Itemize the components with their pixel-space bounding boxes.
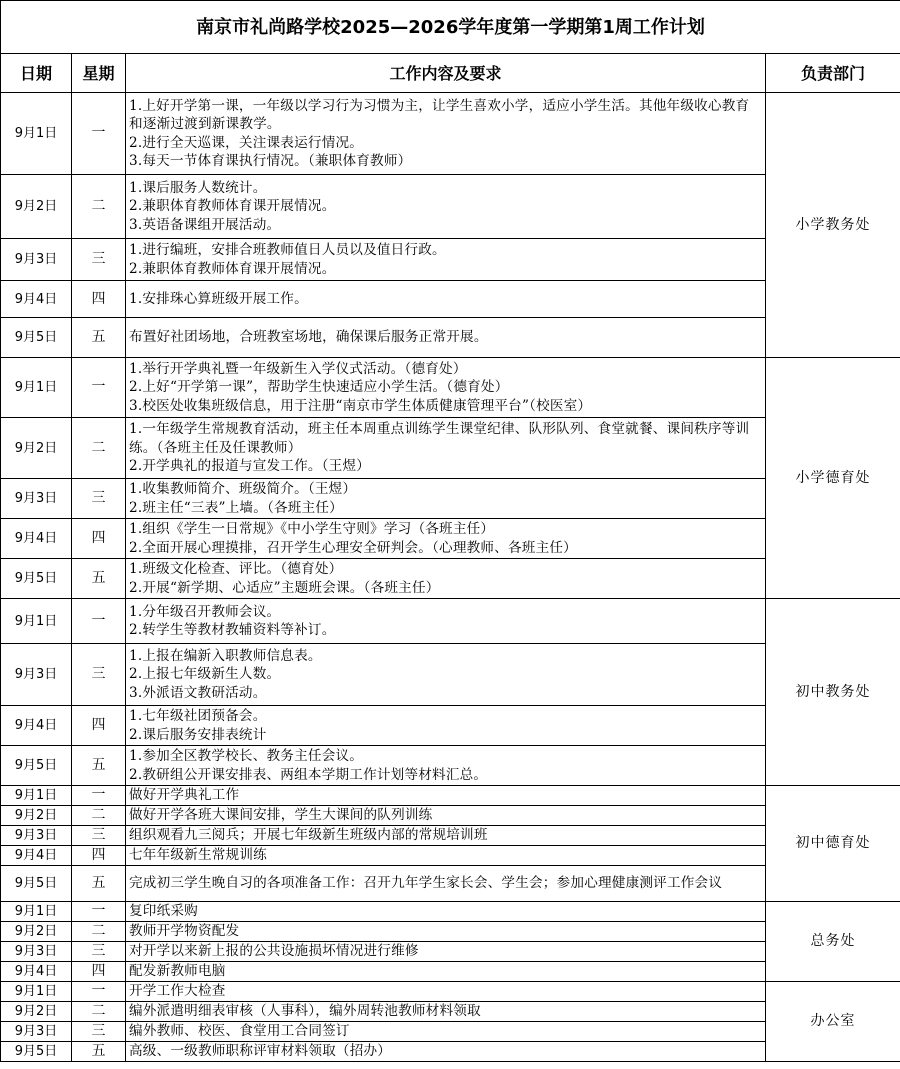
row-date: 9月4日: [1, 846, 72, 866]
row-weekday: 一: [72, 786, 126, 806]
table-row: [1, 922, 900, 942]
content-line: 复印纸采购: [129, 903, 198, 920]
table-row: [1, 786, 900, 806]
row-weekday: 三: [72, 644, 126, 706]
content-line: 2.开学典礼的报道与宣发工作。（王煜）: [129, 458, 371, 475]
row-content: [126, 846, 766, 866]
row-weekday: 二: [72, 1002, 126, 1022]
row-date: 9月3日: [1, 1022, 72, 1042]
dept-cell: 总务处: [766, 902, 900, 982]
dept-cell: 初中德育处: [766, 786, 900, 902]
row-date: 9月3日: [1, 942, 72, 962]
content-line: 1.一年级学生常规教育活动，班主任本周重点训练学生课堂纪律、队形队列、食堂就餐、课间秩序等训练。（各班主任及任课教师）: [129, 421, 750, 456]
content-line: 2.兼职体育教师体育课开展情况。: [129, 198, 336, 215]
row-content: [126, 519, 766, 559]
table-row: [1, 281, 900, 318]
row-content: [126, 644, 766, 706]
content-line: 七年年级新生常规训练: [129, 847, 267, 864]
row-date: 9月5日: [1, 746, 72, 786]
row-weekday: 二: [72, 175, 126, 239]
row-content: [126, 922, 766, 942]
table-row: [1, 1002, 900, 1022]
content-line: 1.上好开学第一课，一年级以学习行为习惯为主，让学生喜欢小学，适应小学生活。其他年级收心教育和逐渐过渡到新课教学。: [129, 97, 750, 132]
row-content: [126, 599, 766, 644]
row-weekday: 二: [72, 418, 126, 479]
row-weekday: 三: [72, 942, 126, 962]
row-content: [126, 175, 766, 239]
table-row: [1, 866, 900, 902]
row-weekday: 四: [72, 281, 126, 318]
row-content: [126, 358, 766, 418]
row-content: [126, 746, 766, 786]
row-date: 9月2日: [1, 922, 72, 942]
row-weekday: 五: [72, 318, 126, 358]
row-weekday: 五: [72, 1042, 126, 1062]
content-line: 3.校医处收集班级信息，用于注册“南京市学生体质健康管理平台”（校医室）: [129, 397, 592, 414]
content-line: 1.举行开学典礼暨一年级新生入学仪式活动。（德育处）: [129, 360, 467, 377]
row-content: [126, 1042, 766, 1062]
table-row: [1, 902, 900, 922]
row-weekday: 一: [72, 982, 126, 1002]
row-date: 9月1日: [1, 982, 72, 1002]
row-date: 9月4日: [1, 281, 72, 318]
table-row: [1, 706, 900, 746]
table-row: [1, 746, 900, 786]
row-weekday: 三: [72, 1022, 126, 1042]
content-line: 2.进行全天巡课，关注课表运行情况。: [129, 134, 364, 151]
content-line: 组织观看九三阅兵；开展七年级新生班级内部的常规培训班: [129, 827, 488, 844]
row-weekday: 一: [72, 902, 126, 922]
row-date: 9月1日: [1, 902, 72, 922]
row-weekday: 四: [72, 962, 126, 982]
content-line: 2.教研组公开课安排表、两组本学期工作计划等材料汇总。: [129, 766, 488, 783]
content-line: 1.组织《学生一日常规》《中小学生守则》学习（各班主任）: [129, 521, 495, 537]
content-line: 2.课后服务安排表统计: [129, 726, 267, 743]
dept-cell: 小学教务处: [766, 93, 900, 358]
row-date: 9月5日: [1, 1042, 72, 1062]
content-line: 1.班级文化检查、评比。（德育处）: [129, 561, 343, 577]
row-weekday: 四: [72, 519, 126, 559]
content-line: 1.课后服务人数统计。: [129, 179, 267, 196]
row-content: [126, 706, 766, 746]
header-dept: 负责部门: [766, 54, 900, 93]
table-row: [1, 942, 900, 962]
table-row: [1, 239, 900, 281]
table-row: [1, 1042, 900, 1062]
dept-cell: 办公室: [766, 982, 900, 1062]
table-row: [1, 519, 900, 559]
header-weekday: 星期: [72, 54, 126, 93]
row-content: [126, 806, 766, 826]
table-row: [1, 93, 900, 175]
content-line: 布置好社团场地，合班教室场地，确保课后服务正常开展。: [129, 329, 488, 346]
content-line: 1.七年级社团预备会。: [129, 708, 267, 724]
row-weekday: 三: [72, 826, 126, 846]
row-date: 9月5日: [1, 559, 72, 599]
content-line: 1.上报在编新入职教师信息表。: [129, 647, 322, 664]
row-date: 9月4日: [1, 519, 72, 559]
table-row: [1, 358, 900, 418]
row-weekday: 一: [72, 93, 126, 175]
content-line: 2.兼职体育教师体育课开展情况。: [129, 260, 336, 277]
row-weekday: 二: [72, 922, 126, 942]
row-content: [126, 479, 766, 519]
row-weekday: 一: [72, 358, 126, 418]
row-date: 9月2日: [1, 175, 72, 239]
row-date: 9月1日: [1, 786, 72, 806]
content-line: 2.开展“新学期、心适应”主题班会课。（各班主任）: [129, 579, 440, 596]
row-content: [126, 942, 766, 962]
row-weekday: 一: [72, 599, 126, 644]
table-row: [1, 962, 900, 982]
row-weekday: 四: [72, 706, 126, 746]
content-line: 3.外派语文教研活动。: [129, 684, 267, 701]
content-line: 1.参加全区教学校长、教务主任会议。: [129, 748, 364, 764]
row-date: 9月5日: [1, 866, 72, 902]
row-content: [126, 1002, 766, 1022]
content-line: 1.进行编班，安排合班教师值日人员以及值日行政。: [129, 242, 446, 258]
row-date: 9月3日: [1, 644, 72, 706]
row-date: 9月1日: [1, 358, 72, 418]
row-content: [126, 866, 766, 902]
content-line: 1.分年级召开教师会议。: [129, 603, 281, 620]
table-row: [1, 644, 900, 706]
row-date: 9月4日: [1, 706, 72, 746]
table-row: [1, 1022, 900, 1042]
table-row: [1, 418, 900, 479]
table-row: [1, 175, 900, 239]
row-weekday: 五: [72, 559, 126, 599]
row-content: [126, 962, 766, 982]
content-line: 2.班主任“三表”上墙。（各班主任）: [129, 499, 343, 516]
content-line: 2.上报七年级新生人数。: [129, 666, 281, 683]
row-date: 9月2日: [1, 1002, 72, 1022]
header-row: [1, 54, 900, 93]
content-line: 教师开学物资配发: [129, 923, 240, 940]
content-line: 做好开学各班大课间安排，学生大课间的队列训练: [129, 807, 433, 824]
content-line: 3.英语备课组开展活动。: [129, 216, 281, 233]
content-line: 编外教师、校医、食堂用工合同签订: [129, 1023, 350, 1040]
row-date: 9月1日: [1, 93, 72, 175]
page-title: 南京市礼尚路学校2025—2026学年度第一学期第1周工作计划: [1, 1, 900, 54]
row-content: [126, 982, 766, 1002]
row-content: [126, 559, 766, 599]
content-line: 1.收集教师简介、班级简介。（王煜）: [129, 481, 357, 497]
table-row: [1, 806, 900, 826]
row-date: 9月4日: [1, 962, 72, 982]
table-row: [1, 559, 900, 599]
row-date: 9月3日: [1, 479, 72, 519]
row-weekday: 五: [72, 866, 126, 902]
table-row: [1, 846, 900, 866]
content-line: 配发新教师电脑: [129, 963, 226, 980]
row-date: 9月2日: [1, 418, 72, 479]
table-row: [1, 479, 900, 519]
row-content: [126, 902, 766, 922]
row-content: [126, 281, 766, 318]
dept-cell: 小学德育处: [766, 358, 900, 599]
table-row: [1, 318, 900, 358]
content-line: 3.每天一节体育课执行情况。（兼职体育教师）: [129, 153, 412, 169]
table-row: [1, 982, 900, 1002]
row-content: [126, 786, 766, 806]
row-date: 9月3日: [1, 239, 72, 281]
content-line: 2.全面开展心理摸排，召开学生心理安全研判会。（心理教师、各班主任）: [129, 539, 577, 556]
table-row: [1, 826, 900, 846]
row-content: [126, 418, 766, 479]
content-line: 对开学以来新上报的公共设施损坏情况进行维修: [129, 943, 419, 960]
row-content: [126, 93, 766, 175]
content-line: 编外派遣明细表审核（人事科），编外周转池教师材料领取: [129, 1003, 481, 1020]
content-line: 2.转学生等教材教辅资料等补订。: [129, 622, 336, 638]
table-row: [1, 599, 900, 644]
content-line: 完成初三学生晚自习的各项准备工作：召开九年学生家长会、学生会；参加心理健康测评工作会议: [129, 875, 723, 892]
title-row: [1, 1, 900, 54]
row-content: [126, 826, 766, 846]
content-line: 开学工作大检查: [129, 983, 226, 1000]
header-content: 工作内容及要求: [126, 54, 766, 93]
content-line: 2.上好“开学第一课”，帮助学生快速适应小学生活。（德育处）: [129, 379, 509, 396]
row-date: 9月5日: [1, 318, 72, 358]
row-weekday: 四: [72, 846, 126, 866]
row-weekday: 二: [72, 806, 126, 826]
row-date: 9月1日: [1, 599, 72, 644]
row-weekday: 三: [72, 239, 126, 281]
row-weekday: 五: [72, 746, 126, 786]
header-date: 日期: [1, 54, 72, 93]
row-date: 9月2日: [1, 806, 72, 826]
row-weekday: 三: [72, 479, 126, 519]
row-content: [126, 239, 766, 281]
row-content: [126, 1022, 766, 1042]
content-line: 1.安排珠心算班级开展工作。: [129, 290, 308, 307]
row-content: [126, 318, 766, 358]
content-line: 做好开学典礼工作: [129, 787, 240, 804]
content-line: 高级、一级教师职称评审材料领取（招办）: [129, 1043, 392, 1060]
dept-cell: 初中教务处: [766, 599, 900, 786]
row-date: 9月3日: [1, 826, 72, 846]
